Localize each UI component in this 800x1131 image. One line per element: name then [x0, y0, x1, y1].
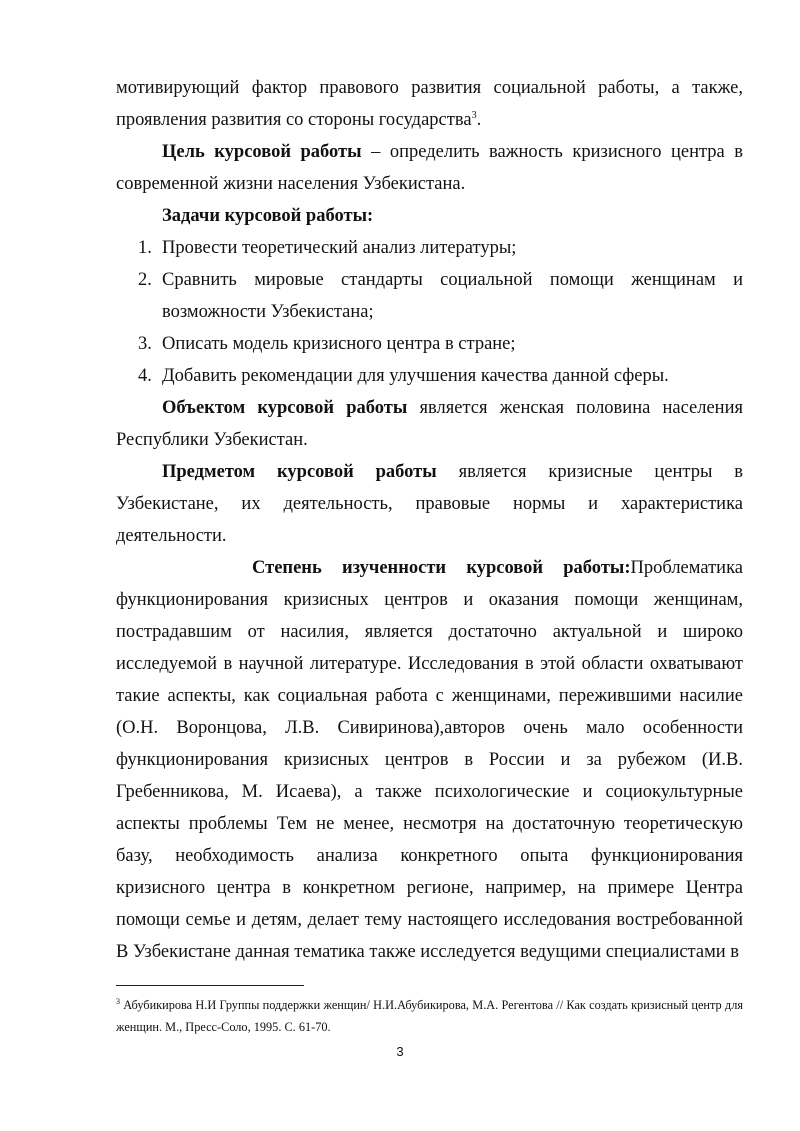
footnote-reference: 3 [471, 109, 477, 121]
intro-paragraph [116, 72, 743, 136]
list-item [116, 360, 743, 392]
list-item [116, 264, 743, 328]
footnote [116, 994, 743, 1038]
subject-text: является кризисные центры в Узбекистане, их деятельность, правовые нормы и характеристика деятельности. [116, 462, 744, 546]
intro-text: мотивирующий фактор правового развития социальной работы, а также, проявления развития со стороны государства [116, 78, 743, 130]
degree-label: Степень изученности курсовой работы: [252, 558, 631, 578]
tasks-heading: Задачи курсовой работы: [162, 206, 374, 226]
list-item [116, 328, 743, 360]
list-item-number: 4. [138, 366, 152, 386]
goal-text: – определить важность кризисного центра в современной жизни населения Узбекистана. [116, 142, 744, 194]
goal-label: Цель курсовой работы [162, 142, 362, 162]
goal-paragraph [116, 136, 743, 200]
object-label: Объектом курсовой работы [162, 398, 408, 418]
subject-label: Предметом курсовой работы [162, 462, 437, 482]
object-paragraph [116, 392, 743, 456]
tasks-list [116, 232, 743, 392]
list-item-number: 1. [138, 238, 152, 258]
list-item [116, 232, 743, 264]
list-item-text: Добавить рекомендации для улучшения качества данной сферы. [162, 366, 669, 386]
footnote-marker: 3 [116, 996, 120, 1006]
document-body [116, 72, 743, 968]
list-item-text: Описать модель кризисного центра в стране; [162, 334, 516, 354]
subject-paragraph [116, 456, 743, 552]
intro-end: . [476, 110, 482, 130]
list-item-number: 2. [138, 270, 152, 290]
page-number: 3 [396, 1044, 404, 1059]
degree-paragraph [116, 552, 743, 968]
list-item-number: 3. [138, 334, 152, 354]
object-text: является женская половина населения Республики Узбекистан. [116, 398, 743, 450]
list-item-text: Провести теоретический анализ литературы; [162, 238, 517, 258]
list-item-text: Сравнить мировые стандарты социальной помощи женщинам и возможности Узбекистана; [162, 270, 743, 322]
degree-text: Проблематика функционирования кризисных центров и оказания помощи женщинам, пострадавшим от насилия, является достаточно актуальной и широко исследуемой в научной литературе. Исследования в этой области охватывают такие аспекты, как социальная работа с женщинами, пережившими насилие (О.Н. Воронцова, Л.В. Сивиринова),авторов очень мало особенности функционирования кризисных центров в России и за рубежом (И.В. Гребенникова, М. Исаева), а также психологические и социокультурные аспекты проблемы Тем не менее, несмотря на достаточную теоретическую базу, необходимость анализа конкретного опыта функционирования кризисного центра в конкретном регионе, например, на примере Центра помощи семье и детям, делает тему настоящего исследования востребованной В Узбекистане данная тематика также исследуется ведущими специалистами в [116, 558, 743, 962]
footnote-text: Абубикирова Н.И Группы поддержки женщин/ Н.И.Абубикирова, М.А. Регентова // Как создать кризисный центр для женщин. М., Пресс-Соло, 1995. С. 61-70. [116, 998, 743, 1034]
footnote-divider [116, 985, 304, 986]
